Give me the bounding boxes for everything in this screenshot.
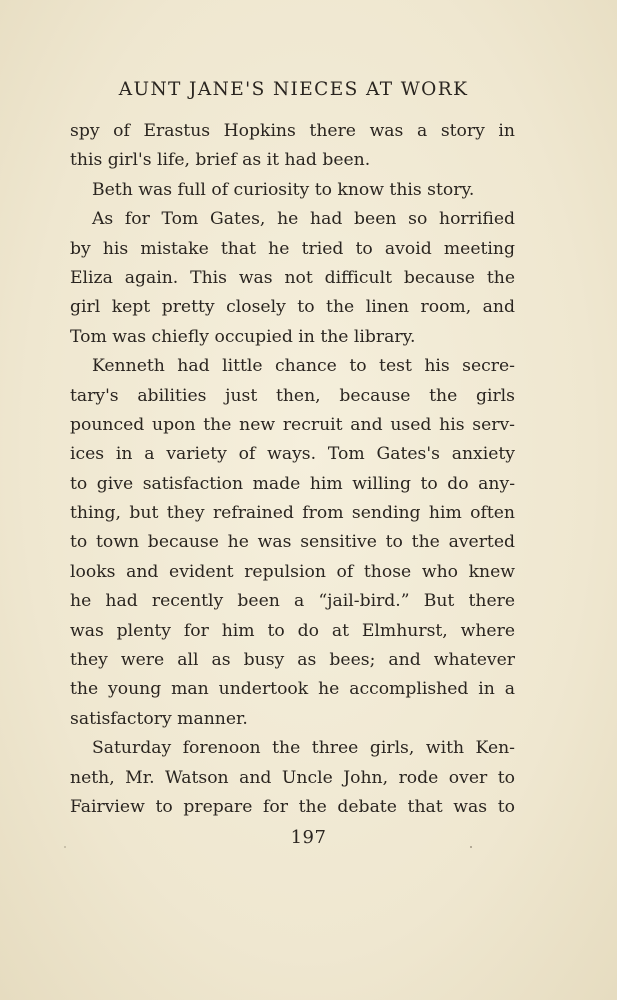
text-line: Kenneth had little chance to test his secre- xyxy=(92,356,515,377)
text-line: Beth was full of curiosity to know this story. xyxy=(92,179,475,200)
text-line: this girl's life, brief as it had been. xyxy=(70,150,371,171)
text-line: thing, but they refrained from sending him often xyxy=(70,503,515,524)
text-line: they were all as busy as bees; and whatever xyxy=(70,650,515,671)
text-line: looks and evident repulsion of those who knew xyxy=(70,561,515,582)
text-line: pounced upon the new recruit and used his serv- xyxy=(70,414,515,435)
running-head: AUNT JANE'S NIECES AT WORK xyxy=(118,79,469,100)
text-line: to town because he was sensitive to the averted xyxy=(70,532,515,553)
text-line: ices in a variety of ways. Tom Gates's anxiety xyxy=(70,444,515,465)
text-line: Tom was chiefly occupied in the library. xyxy=(70,326,416,347)
page-number: 197 xyxy=(290,827,327,848)
text-line: neth, Mr. Watson and Uncle John, rode over to xyxy=(70,767,515,788)
text-line: tary's abilities just then, because the girls xyxy=(70,385,515,406)
text-line: satisfactory manner. xyxy=(70,708,248,729)
text-line: Eliza again. This was not difficult because the xyxy=(70,267,515,288)
text-line: Saturday forenoon the three girls, with Ken- xyxy=(92,738,515,759)
text-line: the young man undertook he accomplished in a xyxy=(70,679,515,700)
text-line: by his mistake that he tried to avoid meeting xyxy=(70,238,515,259)
text-line: to give satisfaction made him willing to do any- xyxy=(70,473,515,494)
body-text xyxy=(70,117,515,822)
text-line: girl kept pretty closely to the linen room, and xyxy=(70,297,515,318)
text-line: As for Tom Gates, he had been so horrified xyxy=(92,209,515,230)
text-line: he had recently been a “jail-bird.” But there xyxy=(70,591,515,612)
paper-speck xyxy=(470,846,472,848)
text-line: spy of Erastus Hopkins there was a story in xyxy=(70,121,515,141)
text-line: Fairview to prepare for the debate that was to xyxy=(70,796,515,817)
text-line: was plenty for him to do at Elmhurst, where xyxy=(70,620,515,641)
paper-speck xyxy=(64,846,66,848)
